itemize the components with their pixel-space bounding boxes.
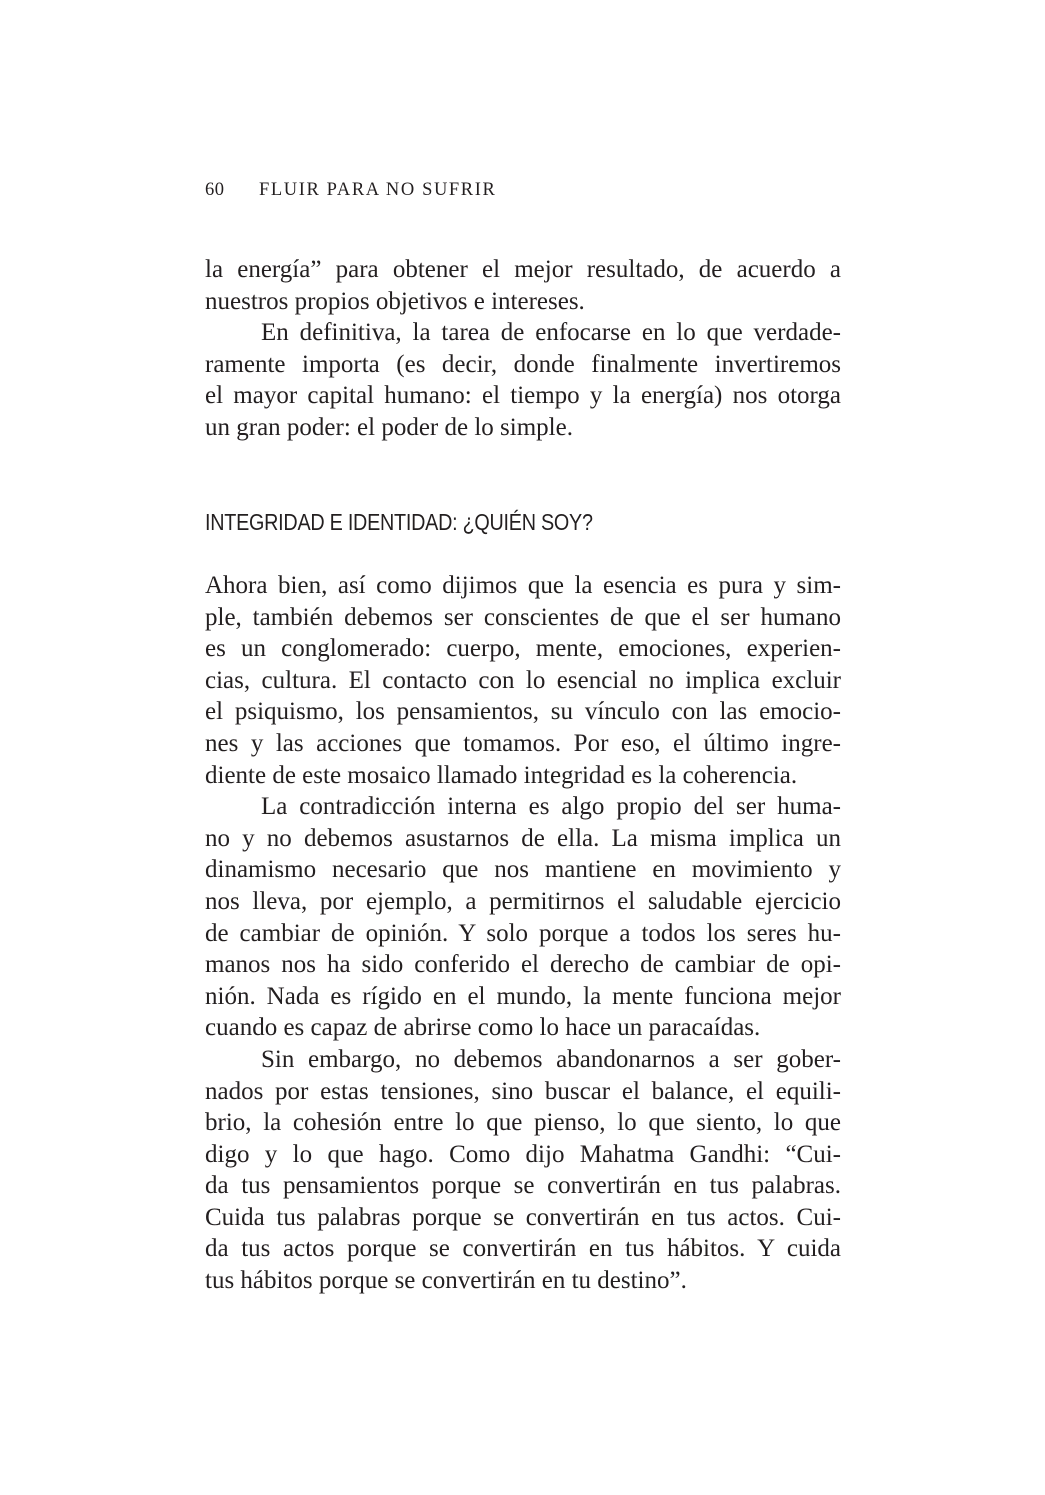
paragraph (205, 254, 841, 317)
text-line: brio, la cohesión entre lo que pienso, lo que siento, lo que (205, 1109, 841, 1137)
paragraph (205, 791, 841, 1044)
text-line: cuando es capaz de abrirse como lo hace un paracaídas. (205, 1014, 761, 1042)
running-head (205, 180, 496, 201)
text-line: nados por estas tensiones, sino buscar el balance, el equili- (205, 1077, 841, 1105)
running-title: FLUIR PARA NO SUFRIR (259, 180, 497, 200)
text-line: la energía” para obtener el mejor resultado, de acuerdo a (205, 256, 841, 283)
text-line: tus hábitos porque se convertirán en tu destino”. (205, 1267, 687, 1295)
text-line: no y no debemos asustarnos de ella. La misma implica un (205, 824, 841, 852)
text-line: de cambiar de opinión. Y solo porque a todos los seres hu- (205, 919, 841, 947)
text-line: nión. Nada es rígido en el mundo, la mente funciona mejor (205, 982, 841, 1010)
text-line: manos nos ha sido conferido el derecho de cambiar de opi- (205, 951, 841, 979)
text-line: Ahora bien, así como dijimos que la esencia es pura y sim- (205, 572, 841, 599)
paragraph (205, 570, 841, 791)
body-text-top (205, 254, 841, 444)
text-line: ramente importa (es decir, donde finalmente invertiremos (205, 350, 841, 378)
text-line: La contradicción interna es algo propio del ser huma- (261, 793, 841, 821)
text-line: Sin embargo, no debemos abandonarnos a ser gober- (261, 1045, 841, 1073)
text-line: diente de este mosaico llamado integridad es la coherencia. (205, 761, 798, 789)
text-line: nos lleva, por ejemplo, a permitirnos el saludable ejercicio (205, 887, 841, 915)
text-line: el mayor capital humano: el tiempo y la energía) nos otorga (205, 382, 841, 410)
paragraph (205, 317, 841, 443)
text-line: cias, cultura. El contacto con lo esencial no implica excluir (205, 666, 841, 694)
text-line: es un conglomerado: cuerpo, mente, emociones, experien- (205, 635, 841, 663)
text-line: nuestros propios objetivos e intereses. (205, 287, 585, 315)
body-text-main (205, 570, 841, 1297)
text-line: dinamismo necesario que nos mantiene en movimiento y (205, 856, 841, 884)
text-line: el psiquismo, los pensamientos, su vínculo con las emocio- (205, 698, 841, 726)
text-line: Cuida tus palabras porque se convertirán en tus actos. Cui- (205, 1203, 841, 1231)
text-line: En definitiva, la tarea de enfocarse en lo que verdade- (261, 319, 841, 347)
text-line: un gran poder: el poder de lo simple. (205, 413, 573, 441)
section-heading: INTEGRIDAD E IDENTIDAD: ¿QUIÉN SOY? (205, 509, 593, 535)
text-line: da tus actos porque se convertirán en tus hábitos. Y cuida (205, 1235, 841, 1263)
paragraph (205, 1044, 841, 1297)
text-line: nes y las acciones que tomamos. Por eso, el último ingre- (205, 729, 841, 757)
page-number: 60 (205, 180, 225, 200)
text-line: digo y lo que hago. Como dijo Mahatma Gandhi: “Cui- (205, 1140, 841, 1168)
text-line: da tus pensamientos porque se convertirán en tus palabras. (205, 1172, 841, 1200)
text-line: ple, también debemos ser conscientes de que el ser humano (205, 603, 841, 631)
